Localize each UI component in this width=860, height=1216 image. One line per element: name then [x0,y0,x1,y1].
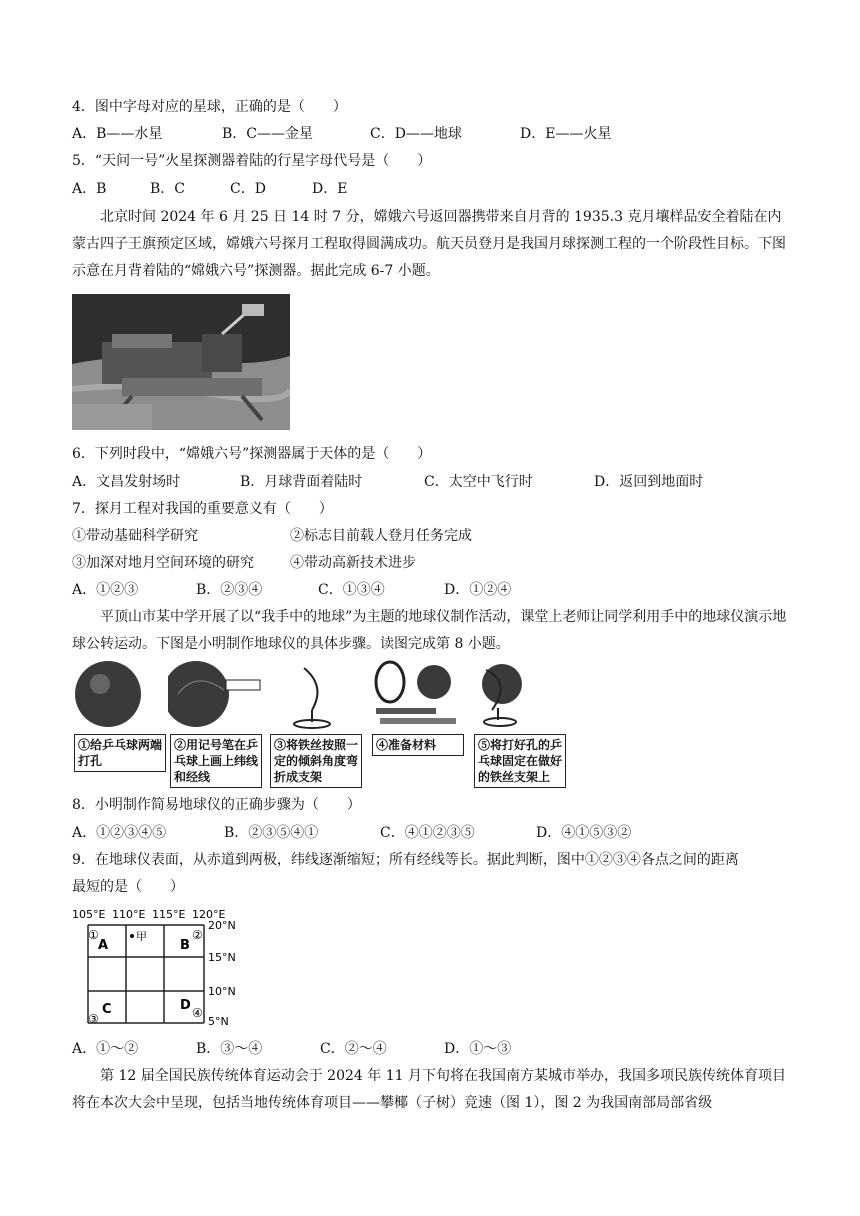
point-2: ② [192,928,203,942]
globe-steps-figure [72,660,572,786]
q7-option-d[interactable]: D．①②④ [444,582,512,598]
marker-dot [130,934,134,938]
q4-option-b[interactable]: B．C——金星 [222,126,313,142]
q6-options [72,472,703,492]
q5-options [72,179,347,199]
q9-stem-line1: 9．在地球仪表面，从赤道到两极，纬线逐渐缩短；所有经线等长。据此判断，图中①②③④各点之间的距离 [72,852,739,868]
lon-label-105: 105°E [72,908,106,921]
q5-option-c[interactable]: C．D [230,181,266,197]
step-3 [268,660,364,786]
lon-label-110: 110°E [112,908,146,921]
q6-option-d[interactable]: D．返回到地面时 [594,474,704,490]
passage-globe: 平顶山市某中学开展了以“我手中的地球”为主题的地球仪制作活动，课堂上老师让同学利用手中的地球仪演示地球公转运动。下图是小明制作地球仪的具体步骤。读图完成第 8 小题。 [72,609,787,652]
q7-item-2: ②标志目前载人登月任务完成 [290,528,472,544]
step-2 [168,660,264,786]
point-1: ① [88,928,99,942]
q9-option-a[interactable]: A．①～② [72,1041,139,1057]
q5-stem: 5．“天问一号”火星探测器着陆的行星字母代号是（ ） [72,153,432,169]
step-2-caption: ②用记号笔在乒乓球上画上纬线和经线 [170,734,262,788]
q4-options [72,124,611,144]
q7-option-b[interactable]: B．②③④ [196,582,263,598]
q6-option-c[interactable]: C．太空中飞行时 [424,474,533,490]
q5-option-b[interactable]: B．C [150,181,185,197]
lat-label-15: 15°N [208,951,236,964]
step-4-caption: ④准备材料 [372,734,464,756]
passage-sports: 第 12 届全国民族传统体育运动会于 2024 年 11 月下旬将在我国南方某城市举办，我国多项民族传统体育项目将在本次大会中呈现，包括当地传统体育项目——攀椰（子树）竞速（图 1），图 2 为我国南部局部省级 [72,1068,786,1111]
step-1-caption: ①给乒乓球两端打孔 [74,734,166,772]
q7-item-3: ③加深对地月空间环境的研究 [72,555,254,571]
q8-option-d[interactable]: D．④①⑤③② [536,825,632,841]
q4-stem: 4．图中字母对应的星球，正确的是（ ） [72,99,347,115]
q7-option-c[interactable]: C．①③④ [318,582,385,598]
q7-options [72,580,511,600]
lat-label-20: 20°N [208,919,236,932]
point-3: ③ [88,1012,99,1026]
q6-option-b[interactable]: B．月球背面着陆时 [240,474,363,490]
lon-label-120: 120°E [192,908,226,921]
q8-options [72,823,631,843]
q8-option-a[interactable]: A．①②③④⑤ [72,825,167,841]
q4-option-c[interactable]: C．D——地球 [370,126,462,142]
q9-option-c[interactable]: C．②～④ [320,1041,387,1057]
q8-option-c[interactable]: C．④①②③⑤ [380,825,475,841]
q6-stem: 6．下列时段中，“嫦娥六号”探测器属于天体的是（ ） [72,446,432,462]
q8-option-b[interactable]: B．②③⑤④① [224,825,319,841]
cell-d: D [180,998,191,1013]
q7-item-4: ④带动高新技术进步 [290,555,416,571]
q5-option-a[interactable]: A．B [72,181,107,197]
q9-stem-line2: 最短的是（ ） [72,879,184,895]
q7-option-a[interactable]: A．①②③ [72,582,139,598]
lon-label-115: 115°E [152,908,186,921]
q9-option-b[interactable]: B．③～④ [196,1041,263,1057]
q8-stem: 8．小明制作简易地球仪的正确步骤为（ ） [72,797,361,813]
point-4: ④ [192,1006,203,1020]
q7-items-row2 [72,553,416,573]
q7-item-1: ①带动基础科学研究 [72,528,198,544]
cell-c: C [102,1002,112,1017]
q4-option-a[interactable]: A．B——水星 [72,126,163,142]
lat-label-10: 10°N [208,985,236,998]
q9-options [72,1039,511,1059]
lunar-lander-photo [72,294,290,430]
q9-option-d[interactable]: D．①～③ [444,1041,512,1057]
marker-label: 甲 [136,930,147,943]
step-3-caption: ③将铁丝按照一定的倾斜角度弯折成支架 [270,734,362,788]
q5-option-d[interactable]: D．E [312,181,348,197]
step-1 [72,660,168,786]
cell-a: A [98,938,109,953]
lat-lon-grid-map [72,907,272,1032]
step-4 [370,660,466,786]
step-5 [472,660,568,786]
q7-stem: 7．探月工程对我国的重要意义有（ ） [72,501,333,517]
q6-option-a[interactable]: A．文昌发射场时 [72,474,181,490]
cell-b: B [180,938,190,953]
step-5-caption: ⑤将打好孔的乒乓球固定在做好的铁丝支架上 [474,734,566,788]
passage-change6: 北京时间 2024 年 6 月 25 日 14 时 7 分，嫦娥六号返回器携带来自月背的 1935.3 克月壤样品安全着陆在内蒙古四子王旗预定区域，嫦娥六号探月工程取得圆满成功。航天员登月是我国月球探测工程的一个阶段性目标。下图示意在月背着陆的“嫦娥六号”探测器。据此完成 6-7 小题。 [72,209,786,279]
q7-items-row1 [72,526,472,546]
q4-option-d[interactable]: D．E——火星 [520,126,612,142]
lat-label-5: 5°N [208,1015,229,1028]
